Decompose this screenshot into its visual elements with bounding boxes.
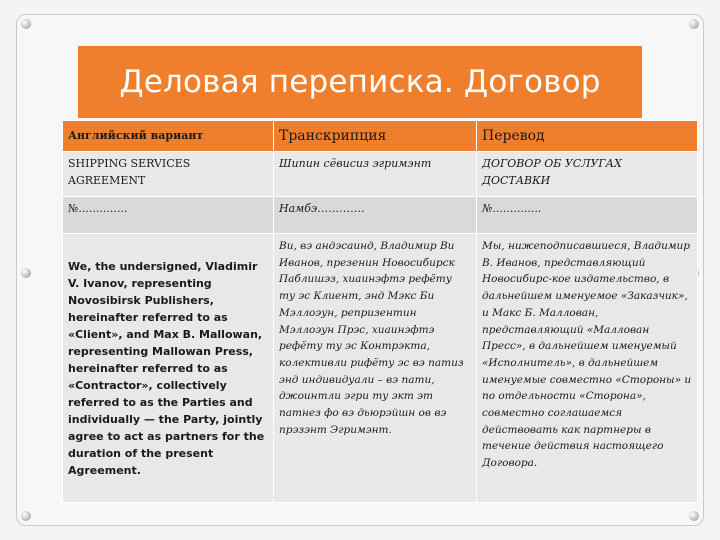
- column-header-translation: Перевод: [477, 121, 698, 152]
- table-row: [63, 152, 698, 197]
- page-title: Деловая переписка. Договор: [119, 64, 601, 100]
- column-header-transcription: Транскрипция: [274, 121, 477, 152]
- table-cell-english: We, the undersigned, Vladimir V. Ivanov, representing Novosibirsk Publishers, hereinafter referred to as «Client», and Max B. Mallowan, representing Mallowan Press, hereinafter referred to as «Contractor», collectively referred to as the Parties and individually — the Party, jointly agree to act as partners for the duration of the present Agreement.: [63, 234, 274, 503]
- table-cell-transcription: Намбэ………….: [274, 197, 477, 234]
- table-cell-english: №..............: [63, 197, 274, 234]
- pin-decoration: [689, 19, 699, 29]
- table-cell-transcription: Ви, вэ андэсаинд, Владимир Ви Иванов, презенин Новосибирск Паблишэз, хиаинэфтэ рефёту ту эс Клиент, энд Мэкс Би Мэллоэун, репризентин Мэллоэун Прэс, хиаинэфтэ рефёту ту эс Контрэкта, колективли рифёту эс вэ патиз энд индивидуали – вэ пати, джоинтли эгри ту экт эт патнез фо вэ дьюрэйшн ов вэ прэзэнт Эгримэнт.: [274, 234, 477, 503]
- table-header-row: [63, 121, 698, 152]
- contract-table: [62, 120, 698, 503]
- table-cell-transcription: Шипин сёвисиз эгримэнт: [274, 152, 477, 197]
- table-cell-translation: ДОГОВОР ОБ УСЛУГАХ ДОСТАВКИ: [477, 152, 698, 197]
- pin-decoration: [21, 268, 31, 278]
- title-bar: [78, 46, 642, 118]
- column-header-english: Английский вариант: [63, 121, 274, 152]
- table-row: [63, 197, 698, 234]
- pin-decoration: [21, 511, 31, 521]
- table-row: [63, 234, 698, 503]
- table-cell-english: SHIPPING SERVICES AGREEMENT: [63, 152, 274, 197]
- table-cell-translation: №..............: [477, 197, 698, 234]
- pin-decoration: [689, 511, 699, 521]
- pin-decoration: [21, 19, 31, 29]
- table-cell-translation: Мы, нижеподписавшиеся, Владимир В. Иванов, представляющий Новосибирс-кое издательство, в дальнейшем именуемое «Заказчик», и Макс Б. Маллован, представляющий «Маллован Пресс», в дальнейшем именуемый «Исполнитель», в дальнейшем именуемые совместно «Стороны» и по отдельности «Сторона», совместно соглашаемся действовать как партнеры в течение действия настоящего Договора.: [477, 234, 698, 503]
